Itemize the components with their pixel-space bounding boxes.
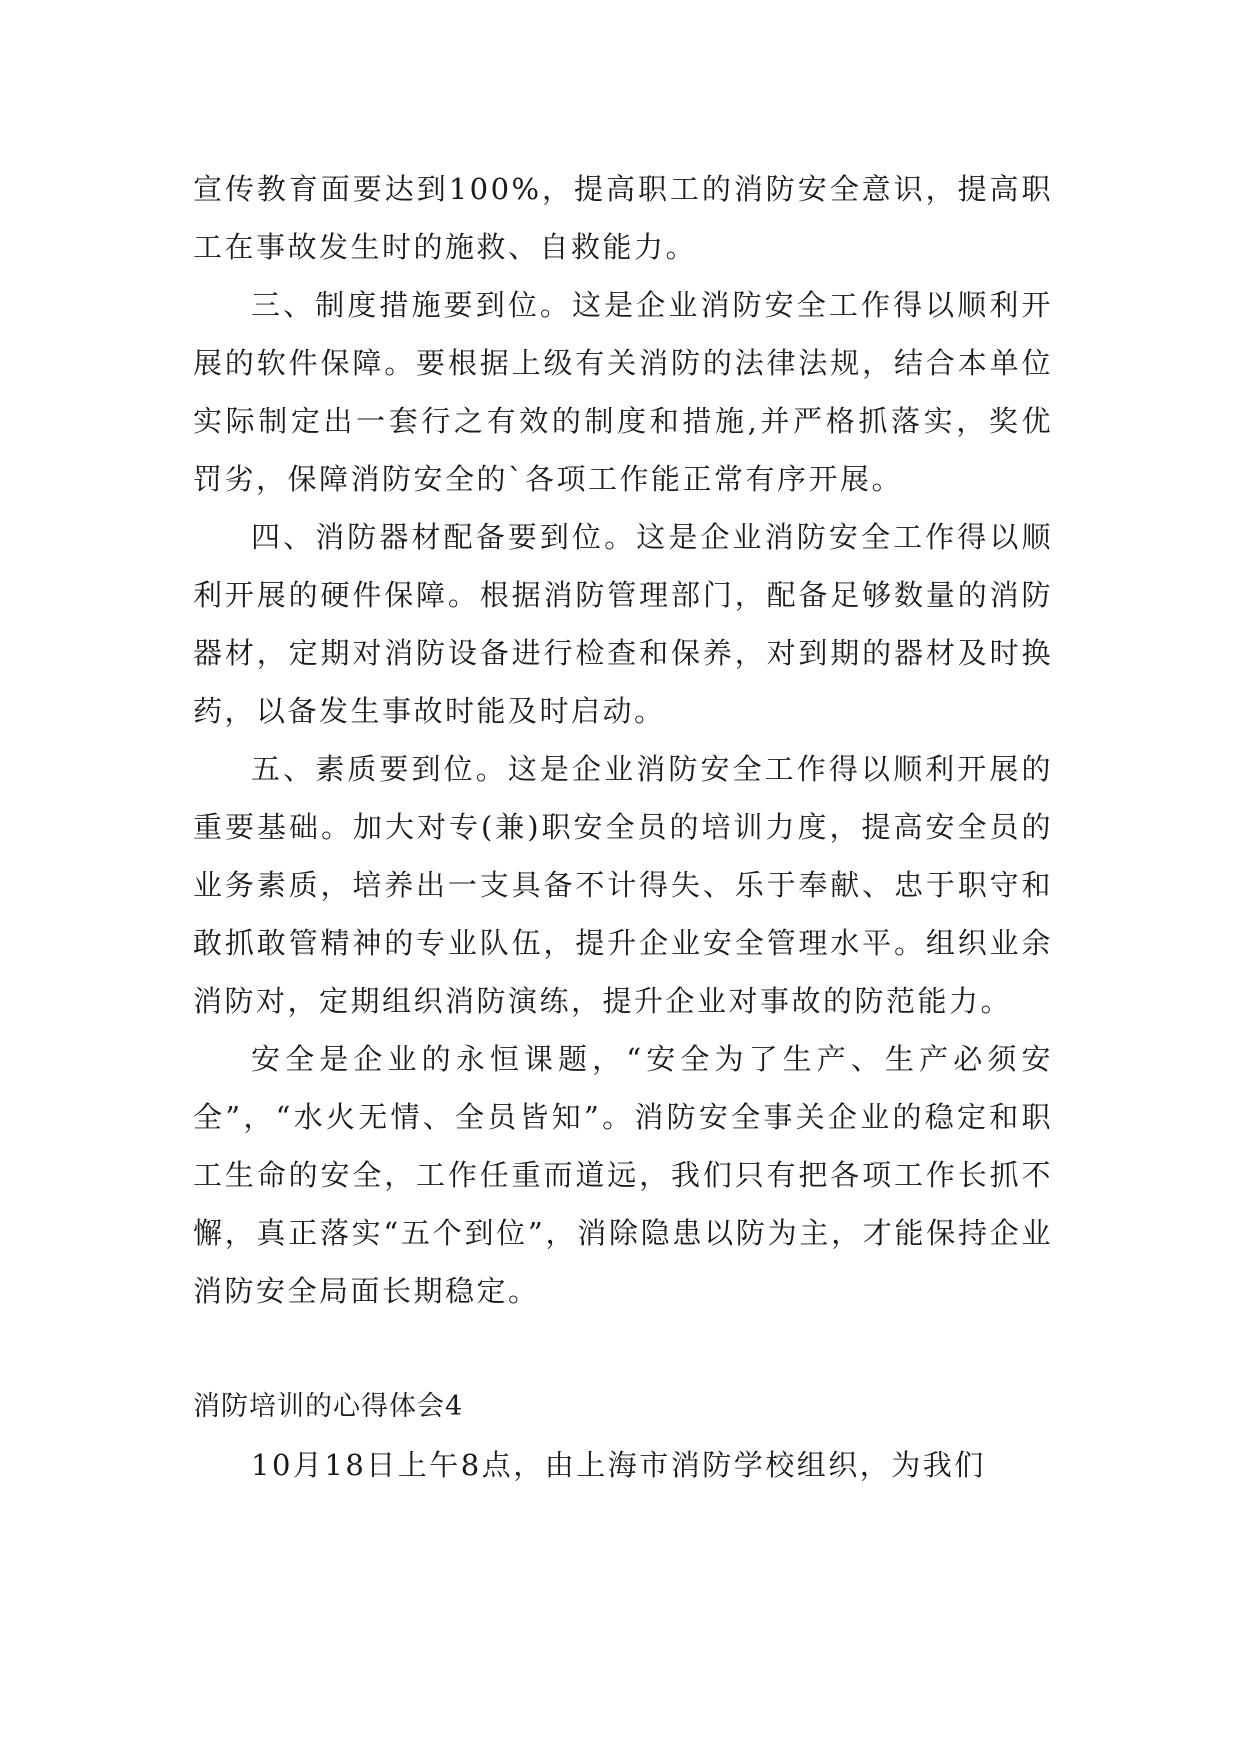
paragraph-continuation: 宣传教育面要达到100%，提高职工的消防安全意识，提高职工在事故发生时的施救、自救能力。 — [193, 172, 1053, 264]
paragraph-conclusion: 安全是企业的永恒课题，“安全为了生产、生产必须安全”，“水火无情、全员皆知”。消防安全事关企业的稳定和职工生命的安全，工作任重而道远，我们只有把各项工作长抓不懈，真正落实“五个到位”，消除隐患以防为主，才能保持企业消防安全局面长期稳定。 — [193, 1042, 1053, 1308]
paragraph-fire-equipment: 四、消防器材配备要到位。这是企业消防安全工作得以顺利开展的硬件保障。根据消防管理部门，配备足够数量的消防器材，定期对消防设备进行检查和保养，对到期的器材及时换药，以备发生事故时能及时启动。 — [193, 520, 1053, 728]
paragraph-institutional-measures: 三、制度措施要到位。这是企业消防安全工作得以顺利开展的软件保障。要根据上级有关消防的法律法规，结合本单位实际制定出一套行之有效的制度和措施,并严格抓落实，奖优罚劣，保障消防安全的`各项工作能正常有序开展。 — [193, 288, 1053, 496]
paragraph-staff-quality: 五、素质要到位。这是企业消防安全工作得以顺利开展的重要基础。加大对专(兼)职安全员的培训力度，提高安全员的业务素质，培养出一支具备不计得失、乐于奉献、忠于职守和敢抓敢管精神的专业队伍，提升企业安全管理水平。组织业余消防对，定期组织消防演练，提升企业对事故的防范能力。 — [193, 752, 1053, 1018]
section-title: 消防培训的心得体会4 — [193, 1391, 464, 1422]
document-body — [193, 160, 1053, 1494]
section-first-paragraph: 10月18日上午8点，由上海市消防学校组织，为我们 — [251, 1448, 986, 1482]
